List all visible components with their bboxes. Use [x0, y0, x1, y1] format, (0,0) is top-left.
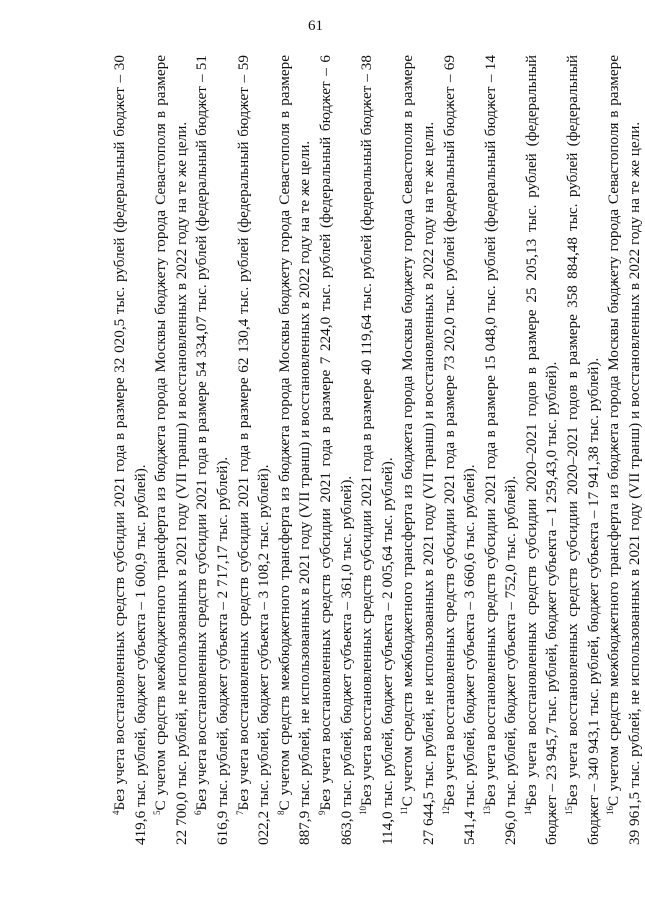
footnote-text: Без учета восстановленных средств субсидии 2021 года в размере 62 130,4 тыс. рублей (федеральный бюджет – 59 022,2 тыс. рублей, бюджет субъекта – 3 108,2 тыс. рублей). — [234, 55, 273, 845]
footnote-marker: 14 — [522, 806, 533, 815]
footnote-text: С учетом средств межбюджетного трансферта из бюджета города Москвы бюджету города Севастополя в размере 27 644,5 тыс. рублей, не использованных в 2021 году (VII транш) и восстановленных в 2022 году на те же цели. — [399, 55, 437, 845]
footnote-text: Без учета восстановленных средств субсидии 2020–2021 годов в размере 25 205,13 тыс. рублей (федеральный бюджет – 23 945,7 тыс. рублей, бюджет субъекта – 1 259,43,0 тыс. рублей). — [522, 55, 561, 845]
footnote-marker: 5 — [152, 810, 163, 815]
footnote-15 — [563, 55, 604, 845]
footnote-text: Без учета восстановленных средств субсидии 2021 года в размере 73 202,0 тыс. рублей (федеральный бюджет – 69 541,4 тыс. рублей, бюджет субъекта – 3 660,6 тыс. рублей). — [440, 55, 479, 845]
footnote-16 — [604, 55, 645, 845]
footnote-6 — [192, 55, 233, 845]
footnote-marker: 7 — [234, 810, 245, 815]
footnote-text: Без учета восстановленных средств субсидии 2021 года в размере 40 119,64 тыс. рублей (федеральный бюджет – 38 114,0 тыс. рублей, бюджет субъекта – 2 005,64 тыс. рублей). — [358, 55, 396, 845]
footnote-11 — [398, 55, 439, 845]
footnote-5 — [151, 55, 192, 845]
footnote-7 — [234, 55, 275, 845]
footnote-10 — [357, 55, 398, 845]
footnote-text: Без учета восстановленных средств субсидии 2021 года в размере 15 048,0 тыс. рублей (федеральный бюджет – 14 296,0 тыс. рублей, бюджет субъекта – 752,0 тыс. рублей). — [481, 55, 520, 845]
footnote-9 — [316, 55, 357, 845]
footnote-marker: 16 — [605, 806, 616, 815]
footnote-marker: 15 — [564, 806, 575, 815]
page-number: 61 — [308, 18, 323, 34]
footnote-13 — [481, 55, 522, 845]
footnote-text: Без учета восстановленных средств субсидии 2021 года в размере 32 020,5 тыс. рублей (федеральный бюджет – 30 419,6 тыс. рублей, бюджет субъекта – 1 600,9 тыс. рублей). — [111, 55, 149, 845]
footnote-marker: 4 — [111, 810, 121, 815]
footnote-marker: 8 — [275, 810, 286, 815]
footnote-text: Без учета восстановленных средств субсидии 2021 года в размере 54 334,07 тыс. рублей (федеральный бюджет – 51 616,9 тыс. рублей, бюджет субъекта – 2 717,17 тыс. рублей). — [193, 55, 231, 845]
footnote-text: С учетом средств межбюджетного трансферта из бюджета города Москвы бюджету города Севастополя в размере 887,9 тыс. рублей, не использованных в 2021 году (VII транш) и восстановленных в 2022 году на те же цели. — [275, 55, 314, 845]
footnote-12 — [440, 55, 481, 845]
footnote-4 — [110, 55, 151, 845]
footnote-text: С учетом средств межбюджетного трансферта из бюджета города Москвы бюджету города Севастополя в размере 22 700,0 тыс. рублей, не использованных в 2021 году (VII транш) и восстановленных в 2022 году на те же цели. — [152, 55, 190, 845]
footnote-14 — [522, 55, 563, 845]
footnote-text: Без учета восстановленных средств субсидии 2020–2021 годов в размере 358 884,48 тыс. рублей (федеральный бюджет – 340 943,1 тыс. рублей, бюджет субъекта – 17 941,38 тыс. рублей). — [564, 55, 602, 845]
footnote-8 — [275, 55, 316, 845]
footnote-marker: 10 — [358, 806, 369, 815]
rotated-content — [110, 55, 645, 845]
footnote-text: Без учета восстановленных средств субсидии 2021 года в размере 7 224,0 тыс. рублей (федеральный бюджет – 6 863,0 тыс. рублей, бюджет субъекта – 361,0 тыс. рублей). — [316, 55, 355, 845]
footnote-marker: 9 — [316, 810, 327, 815]
footnote-marker: 11 — [399, 806, 410, 815]
footnote-marker: 13 — [481, 806, 492, 815]
footnote-text: С учетом средств межбюджетного трансферта из бюджета города Москвы бюджету города Севастополя в размере 39 961,5 тыс. рублей, не использованных в 2021 году (VII транш) и восстановленных в 2022 году на те же цели. — [605, 55, 643, 845]
footnote-marker: 6 — [193, 810, 204, 815]
footnotes-block — [110, 55, 645, 845]
footnote-marker: 12 — [440, 806, 451, 815]
